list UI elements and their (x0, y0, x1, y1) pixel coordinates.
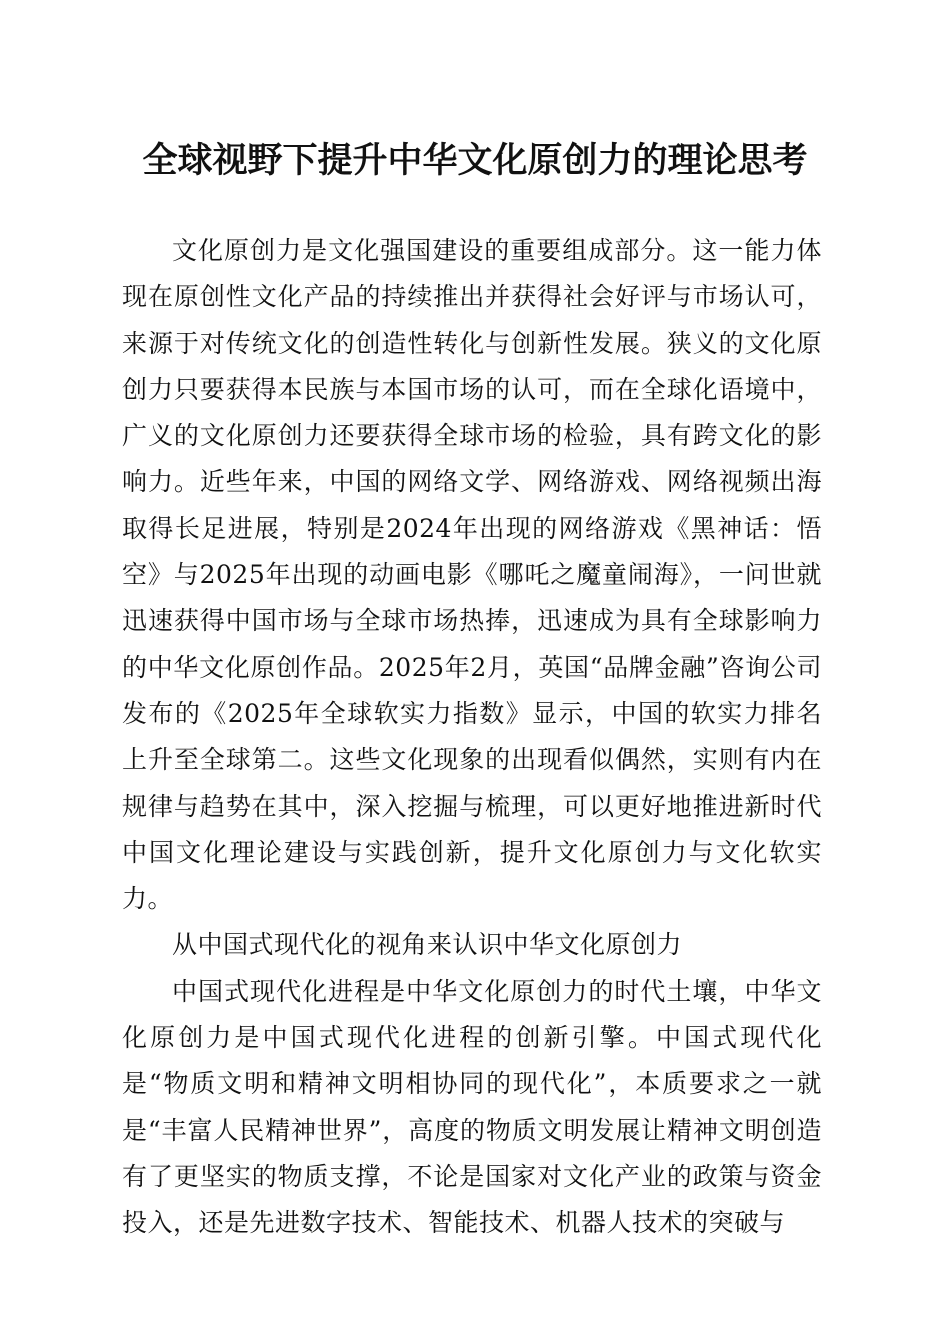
paragraph-section-1: 中国式现代化进程是中华文化原创力的时代土壤，中华文化原创力是中国式现代化进程的创新引擎。中国式现代化是“物质文明和精神文明相协同的现代化”，本质要求之一就是“丰富人民精神世界”，高度的物质文明发展让精神文明创造有了更坚实的物质支撑，不论是国家对文化产业的政策与资金投入，还是先进数字技术、智能技术、机器人技术的突破与 (122, 976, 822, 1238)
paragraph-intro: 文化原创力是文化强国建设的重要组成部分。这一能力体现在原创性文化产品的持续推出并获得社会好评与市场认可，来源于对传统文化的创造性转化与创新性发展。狭义的文化原创力只要获得本民族与本国市场的认可，而在全球化语境中，广义的文化原创力还要获得全球市场的检验，具有跨文化的影响力。近些年来，中国的网络文学、网络游戏、网络视频出海取得长足进展，特别是2024年出现的网络游戏《黑神话：悟空》与2025年出现的动画电影《哪吒之魔童闹海》，一问世就迅速获得中国市场与全球市场热捧，迅速成为具有全球影响力的中华文化原创作品。2025年2月，英国“品牌金融”咨询公司发布的《2025年全球软实力指数》显示，中国的软实力排名上升至全球第二。这些文化现象的出现看似偶然，实则有内在规律与趋势在其中，深入挖掘与梳理，可以更好地推进新时代中国文化理论建设与实践创新，提升文化原创力与文化软实力。 (122, 236, 822, 914)
document-body (122, 228, 822, 1247)
section-heading: 从中国式现代化的视角来认识中华文化原创力 (172, 930, 683, 960)
document-title: 全球视野下提升中华文化原创力的理论思考 (142, 140, 808, 181)
